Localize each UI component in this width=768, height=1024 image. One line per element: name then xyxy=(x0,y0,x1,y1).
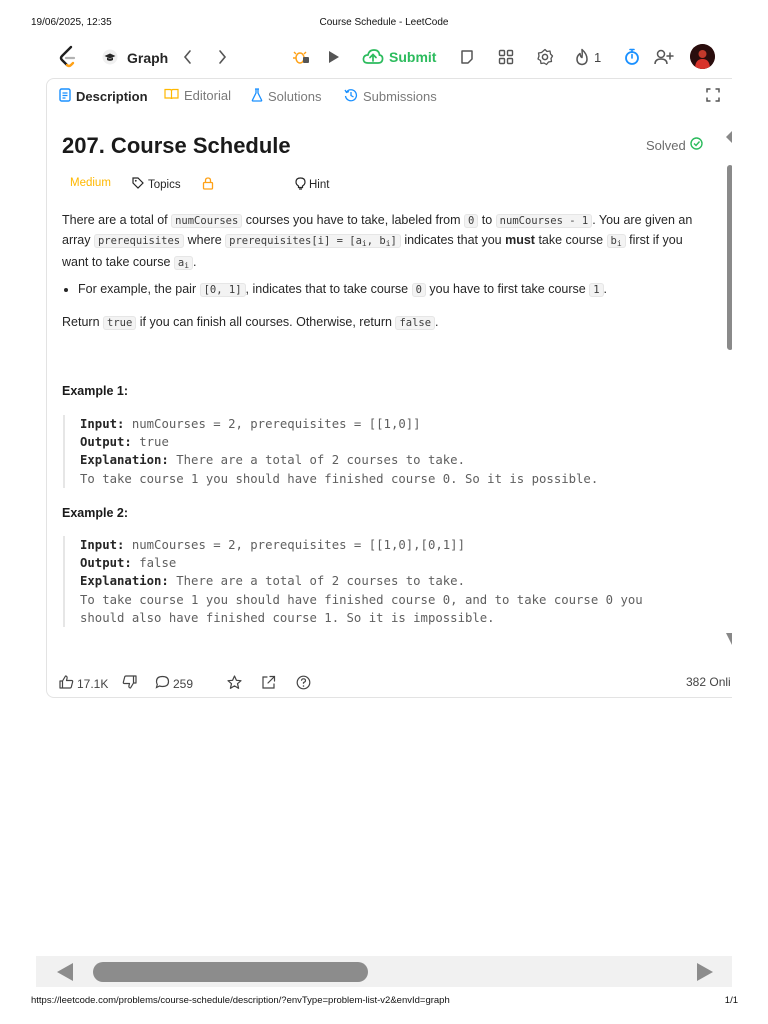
print-url: https://leetcode.com/problems/course-schedule/description/?envType=problem-list-v2&envId=graph xyxy=(31,995,450,1006)
submit-cloud-icon[interactable] xyxy=(362,48,384,66)
layout-grid-icon[interactable] xyxy=(498,49,514,65)
comments-button[interactable]: 259 xyxy=(155,675,193,692)
online-count: 382 Onli xyxy=(686,675,731,689)
print-header xyxy=(31,17,737,31)
code-inline: false xyxy=(395,316,435,330)
like-button[interactable]: 17.1K xyxy=(59,675,108,692)
thumbs-down-icon xyxy=(122,675,140,692)
streak-count: 1 xyxy=(594,50,602,65)
tab-solutions[interactable]: Solutions xyxy=(251,88,321,105)
difficulty-badge[interactable]: Medium xyxy=(70,177,111,189)
user-avatar[interactable] xyxy=(690,44,715,69)
prev-problem-icon[interactable] xyxy=(182,49,194,65)
return-statement: Return true if you can finish all courses. Otherwise, return false . xyxy=(62,315,439,329)
description-icon xyxy=(59,88,71,105)
horizontal-scrollbar[interactable] xyxy=(36,956,732,987)
timer-icon[interactable] xyxy=(624,48,640,66)
topics-button[interactable]: Topics xyxy=(132,177,181,192)
tab-description[interactable]: Description xyxy=(59,88,148,105)
code-inline: 1 xyxy=(589,283,603,297)
fullscreen-icon[interactable] xyxy=(706,88,720,107)
check-circle-icon xyxy=(686,137,703,153)
code-inline: prerequisites xyxy=(94,234,184,248)
example-1-heading: Example 1: xyxy=(62,384,129,398)
code-inline: $a_i$ xyxy=(174,256,193,270)
lightbulb-icon xyxy=(295,177,309,193)
bullet-dot xyxy=(64,288,68,292)
help-question-icon[interactable] xyxy=(296,675,314,690)
tab-bar xyxy=(47,79,732,113)
print-page-number: 1/1 xyxy=(724,995,738,1006)
example-1-block: Input: numCourses = 2, prerequisites = [[1,0]] Output: true Explanation: There are a total of 2 courses to take. To take course 1 you should have finished course 0. So it is possible. xyxy=(63,415,707,488)
print-title: Course Schedule - LeetCode xyxy=(319,17,449,28)
hint-button[interactable]: Hint xyxy=(295,177,329,193)
code-inline: prerequisites[i] = [$a_i$, $b_i$] xyxy=(225,234,401,248)
premium-lock-icon[interactable] xyxy=(202,177,214,193)
code-inline: $b_i$ xyxy=(607,234,626,248)
tab-editorial[interactable]: Editorial xyxy=(164,88,231,103)
problem-title: 207. Course Schedule xyxy=(62,133,291,158)
settings-gear-icon[interactable] xyxy=(536,48,554,66)
next-problem-icon[interactable] xyxy=(216,49,228,65)
history-icon xyxy=(344,88,358,105)
problem-panel: Description Editorial Solutions Submissions 207. Course Schedule Solved Medium Topics Hint There are a total of numCourses courses you have to take, labeled from 0 to numCourses - 1 . You are given an array prerequisites where prerequisites[i] = [$a_i$, $b_i$] indicates that you must take course $b_i$ first if you want to take course $a_i$ . For example, the pair [0, 1] , indicates that to take course 0 you have to first take course 1 . Return true if you can finish all courses. Otherwise, return false . Example 1: Input: numCourses = 2, prerequisites = [[1,0]] Output: true Explanation: There are a total of 2 courses to take. To take course 1 you should have finished course 0. So it is possible. Example 2: Input: numCourses = 2, prerequisites = [[1,0],[0,1]] Output: false Explanation: There are a total of 2 courses to take. To take course 1 you should have finished course 0, and to take course 0 you should also have finished course 1. So it is impossible. 17.1K 259 382 Onli xyxy=(46,78,732,698)
graduation-cap-icon xyxy=(102,49,118,65)
top-toolbar xyxy=(46,40,732,74)
code-inline: 0 xyxy=(464,214,478,228)
add-user-icon[interactable] xyxy=(654,48,674,66)
run-play-icon[interactable] xyxy=(327,49,341,65)
code-inline: numCourses xyxy=(171,214,242,228)
thumbs-up-icon xyxy=(59,675,77,692)
tab-submissions[interactable]: Submissions xyxy=(344,88,437,105)
code-inline: numCourses - 1 xyxy=(496,214,593,228)
flask-icon xyxy=(251,88,263,105)
print-datetime: 19/06/2025, 12:35 xyxy=(31,17,112,28)
solved-status: Solved xyxy=(646,137,703,153)
scroll-left-arrow-icon[interactable] xyxy=(56,962,74,987)
problem-description: There are a total of numCourses courses you have to take, labeled from 0 to numCourses - 1 . You are given an array prerequisites where prerequisites[i] = [$a_i$, $b_i$] indicates that you must take course $b_i$ first if you want to take course $a_i$ . xyxy=(62,213,693,270)
example-2-block: Input: numCourses = 2, prerequisites = [[1,0],[0,1]] Output: false Explanation: There are a total of 2 courses to take. To take course 1 you should have finished course 0, and to take course 0 you should also have finished course 1. So it is impossible. xyxy=(63,536,707,627)
leetcode-logo-icon[interactable] xyxy=(58,45,78,69)
example-2-heading: Example 2: xyxy=(62,506,129,520)
book-icon xyxy=(164,88,179,103)
code-inline: 0 xyxy=(412,283,426,297)
code-inline: [0, 1] xyxy=(200,283,246,297)
print-footer xyxy=(31,995,737,1007)
share-icon[interactable] xyxy=(261,675,279,690)
streak-flame-icon[interactable] xyxy=(574,48,590,66)
horizontal-scrollbar-thumb[interactable] xyxy=(93,962,368,982)
vertical-scrollbar-thumb[interactable] xyxy=(727,165,732,350)
scroll-right-arrow-icon[interactable] xyxy=(696,962,714,987)
comment-bubble-icon xyxy=(155,675,173,692)
code-inline: true xyxy=(103,316,136,330)
tag-icon xyxy=(132,177,148,192)
problem-list-label[interactable]: Graph xyxy=(127,50,169,66)
favorite-star-icon[interactable] xyxy=(227,675,245,690)
dislike-button[interactable] xyxy=(122,675,140,692)
submit-button[interactable]: Submit xyxy=(389,49,437,65)
notes-icon[interactable] xyxy=(459,49,475,65)
problem-stats-bar xyxy=(47,667,732,698)
debug-bug-icon[interactable] xyxy=(292,48,310,66)
